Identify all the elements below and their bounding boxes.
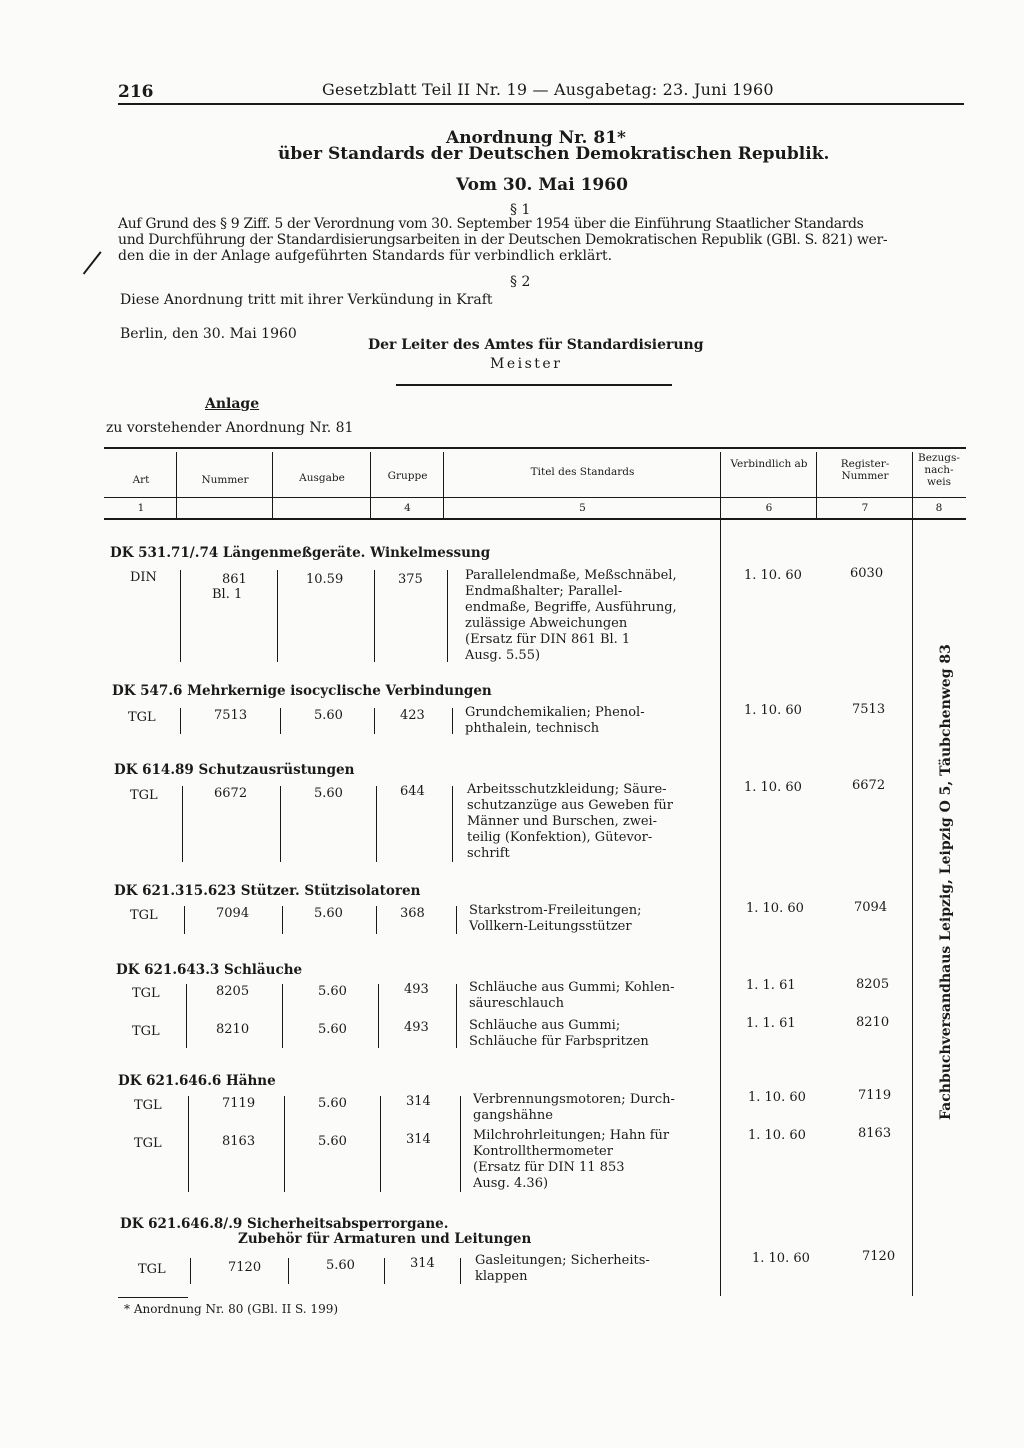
cell-titel-line: Männer und Burschen, zwei-	[467, 814, 658, 829]
cell-register: 8205	[856, 977, 890, 992]
cell-ausgabe: 5.60	[318, 984, 347, 999]
col-header-nummer: Nummer	[201, 474, 249, 486]
cell-nummer-sheet: Bl. 1	[212, 587, 243, 602]
col-number-8: 8	[935, 502, 943, 514]
cell-register: 6030	[850, 566, 884, 581]
row-sep	[186, 984, 187, 1048]
col-header-bezug: Bezugs-nach-weis	[918, 452, 960, 489]
footnote-rule	[118, 1297, 188, 1298]
cell-titel-line: Gasleitungen; Sicherheits-	[475, 1253, 650, 1268]
row-sep	[277, 570, 278, 662]
cell-titel-line: Verbrennungsmotoren; Durch-	[473, 1092, 675, 1107]
cell-ausgabe: 5.60	[314, 708, 343, 723]
dk-heading: DK 547.6 Mehrkernige isocyclische Verbindungen	[112, 683, 492, 699]
section-1-line-3: den die in der Anlage aufgeführten Standards für verbindlich erklärt.	[118, 248, 613, 264]
dk-heading: DK 621.646.6 Hähne	[118, 1073, 276, 1089]
header-sep-6	[816, 452, 817, 518]
cell-verbindlich: 1. 10. 60	[744, 568, 802, 583]
cell-titel-line: Vollkern-Leitungsstützer	[469, 919, 632, 934]
cell-art: TGL	[128, 710, 156, 725]
order-subtitle: über Standards der Deutschen Demokratischen Republik.	[278, 144, 830, 164]
annex-heading: Anlage	[205, 396, 260, 412]
cell-register: 8210	[856, 1015, 890, 1030]
order-title: Anordnung Nr. 81*	[446, 128, 626, 148]
row-sep	[374, 708, 375, 734]
col-number-7: 7	[861, 502, 869, 514]
row-sep	[180, 570, 181, 662]
cell-nummer: 7120	[228, 1260, 262, 1275]
section-1-line-1: Auf Grund des § 9 Ziff. 5 der Verordnung vom 30. September 1954 über die Einführung Staatlicher Standards	[118, 216, 864, 232]
cell-art: TGL	[132, 986, 160, 1001]
cell-gruppe: 493	[404, 1020, 429, 1035]
cell-art: TGL	[134, 1136, 162, 1151]
row-sep	[376, 906, 377, 934]
header-sep-2	[272, 452, 273, 518]
cell-titel-line: schutzanzüge aus Geweben für	[467, 798, 674, 813]
cell-titel-line: klappen	[475, 1269, 528, 1284]
cell-verbindlich: 1. 1. 61	[746, 1016, 796, 1031]
annex-subheading: zu vorstehender Anordnung Nr. 81	[106, 420, 354, 436]
col-number-1: 1	[137, 502, 145, 514]
cell-nummer: 7094	[216, 906, 250, 921]
sidebar-publisher-text: Fachbuchversandhaus Leipzig, Leipzig O 5, Täubchenweg 83	[938, 644, 954, 1120]
col-header-verbindlich: Verbindlich ab	[730, 458, 808, 470]
cell-art: DIN	[130, 570, 157, 585]
row-sep	[374, 570, 375, 662]
table-sub-rule	[104, 497, 966, 498]
row-sep	[380, 1096, 381, 1192]
cell-titel-line: Grundchemikalien; Phenol-	[465, 705, 645, 720]
cell-titel-line: (Ersatz für DIN 861 Bl. 1	[465, 632, 631, 647]
cell-titel-line: Arbeitsschutzkleidung; Säure-	[467, 782, 667, 797]
cell-nummer: 8163	[222, 1134, 256, 1149]
header-sep-5	[720, 452, 721, 518]
cell-nummer: 8205	[216, 984, 250, 999]
dk-heading: DK 621.646.8/.9 Sicherheitsabsperrorgane.	[120, 1216, 449, 1232]
cell-verbindlich: 1. 10. 60	[744, 703, 802, 718]
running-header: Gesetzblatt Teil II Nr. 19 — Ausgabetag: 23. Juni 1960	[322, 80, 774, 99]
cell-gruppe: 314	[410, 1256, 435, 1271]
dk-heading-line-2: Zubehör für Armaturen und Leitungen	[238, 1231, 532, 1247]
cell-ausgabe: 10.59	[306, 572, 344, 587]
cell-register: 7120	[862, 1249, 896, 1264]
page-number: 216	[118, 82, 154, 102]
cell-nummer: 7513	[214, 708, 248, 723]
cell-ausgabe: 5.60	[314, 906, 343, 921]
row-sep	[456, 906, 457, 934]
row-sep	[452, 786, 453, 862]
cell-titel-line: Starkstrom-Freileitungen;	[469, 903, 642, 918]
cell-titel-line: gangshähne	[473, 1108, 553, 1123]
cell-titel-line: (Ersatz für DIN 11 853	[473, 1160, 625, 1175]
row-sep	[460, 1096, 461, 1192]
cell-verbindlich: 1. 1. 61	[746, 978, 796, 993]
signature-rule	[396, 384, 672, 386]
section-1-label: § 1	[510, 202, 531, 218]
cell-titel-line: phthalein, technisch	[465, 721, 600, 736]
cell-gruppe: 493	[404, 982, 429, 997]
row-sep	[280, 708, 281, 734]
cell-nummer: 8210	[216, 1022, 250, 1037]
cell-nummer: 861	[222, 572, 247, 587]
cell-art: TGL	[132, 1024, 160, 1039]
col-header-ausgabe: Ausgabe	[299, 472, 345, 484]
row-sep	[284, 1096, 285, 1192]
cell-ausgabe: 5.60	[318, 1134, 347, 1149]
header-sep-4	[443, 452, 444, 518]
row-sep	[190, 1258, 191, 1284]
cell-register: 7094	[854, 900, 888, 915]
section-2-label: § 2	[510, 274, 531, 290]
row-sep	[282, 984, 283, 1048]
cell-titel-line: teilig (Konfektion), Gütevor-	[467, 830, 653, 845]
col-number-5: 5	[579, 502, 586, 514]
cell-gruppe: 423	[400, 708, 425, 723]
row-sep	[378, 984, 379, 1048]
cell-register: 6672	[852, 778, 886, 793]
row-sep	[384, 1258, 385, 1284]
cell-titel-line: Ausg. 4.36)	[473, 1176, 549, 1191]
cell-register: 7119	[858, 1088, 892, 1103]
cell-titel-line: schrift	[467, 846, 510, 861]
cell-verbindlich: 1. 10. 60	[748, 1128, 806, 1143]
row-sep	[188, 1096, 189, 1192]
col-header-register: Register-Nummer	[840, 458, 890, 483]
row-sep	[180, 708, 181, 734]
order-date: Vom 30. Mai 1960	[456, 175, 628, 195]
dk-heading: DK 621.315.623 Stützer. Stützisolatoren	[114, 883, 421, 899]
cell-titel-line: Endmaßhalter; Parallel-	[465, 584, 623, 599]
cell-titel-line: Kontrollthermometer	[473, 1144, 613, 1159]
cell-verbindlich: 1. 10. 60	[752, 1251, 810, 1266]
signatory-name: Meister	[490, 356, 563, 372]
header-sep-1	[176, 452, 177, 518]
cell-nummer: 7119	[222, 1096, 256, 1111]
row-sep	[288, 1258, 289, 1284]
header-sep-3	[370, 452, 371, 518]
cell-art: TGL	[130, 908, 158, 923]
cell-ausgabe: 5.60	[318, 1096, 347, 1111]
cell-verbindlich: 1. 10. 60	[748, 1090, 806, 1105]
col-number-4: 4	[404, 502, 411, 514]
cell-register: 8163	[858, 1126, 892, 1141]
cell-titel-line: säureschlauch	[469, 996, 564, 1011]
cell-titel-line: Schläuche für Farbspritzen	[469, 1034, 649, 1049]
body-sep-bezug	[912, 518, 913, 1296]
dk-heading: DK 531.71/.74 Längenmeßgeräte. Winkelmessung	[110, 545, 491, 561]
signatory-title: Der Leiter des Amtes für Standardisierung	[368, 337, 704, 353]
cell-verbindlich: 1. 10. 60	[744, 780, 802, 795]
row-sep	[280, 786, 281, 862]
cell-titel-line: Ausg. 5.55)	[465, 648, 541, 663]
col-header-titel: Titel des Standards	[530, 466, 635, 478]
cell-ausgabe: 5.60	[326, 1258, 355, 1273]
cell-art: TGL	[134, 1098, 162, 1113]
footnote: * Anordnung Nr. 80 (GBl. II S. 199)	[124, 1302, 339, 1316]
cell-ausgabe: 5.60	[314, 786, 343, 801]
body-sep-verbindlich	[720, 518, 721, 1296]
cell-verbindlich: 1. 10. 60	[746, 901, 804, 916]
row-sep	[456, 984, 457, 1048]
row-sep	[452, 708, 453, 734]
row-sep	[182, 786, 183, 862]
cell-ausgabe: 5.60	[318, 1022, 347, 1037]
cell-titel-line: Parallelendmaße, Meßschnäbel,	[465, 568, 677, 583]
cell-titel-line: Schläuche aus Gummi;	[469, 1018, 621, 1033]
row-sep	[376, 786, 377, 862]
dk-heading: DK 621.643.3 Schläuche	[116, 962, 303, 978]
row-sep	[460, 1258, 461, 1284]
cell-titel-line: Schläuche aus Gummi; Kohlen-	[469, 980, 675, 995]
cell-nummer: 6672	[214, 786, 248, 801]
table-top-rule	[104, 447, 966, 449]
cell-gruppe: 644	[400, 784, 425, 799]
cell-titel-line: endmaße, Begriffe, Ausführung,	[465, 600, 677, 615]
cell-register: 7513	[852, 702, 886, 717]
col-header-gruppe: Gruppe	[387, 470, 428, 482]
cell-titel-line: Milchrohrleitungen; Hahn für	[473, 1128, 670, 1143]
header-rule	[118, 103, 964, 105]
margin-slash	[83, 251, 101, 274]
place-date: Berlin, den 30. Mai 1960	[120, 326, 297, 342]
cell-titel-line: zulässige Abweichungen	[465, 616, 628, 631]
table-header-bottom-rule	[104, 518, 966, 520]
section-2-text: Diese Anordnung tritt mit ihrer Verkündung in Kraft	[120, 292, 493, 308]
cell-gruppe: 314	[406, 1094, 431, 1109]
cell-art: TGL	[138, 1262, 166, 1277]
row-sep	[282, 906, 283, 934]
row-sep	[447, 570, 448, 662]
cell-gruppe: 314	[406, 1132, 431, 1147]
cell-gruppe: 368	[400, 906, 425, 921]
section-1-line-2: und Durchführung der Standardisierungsarbeiten in der Deutschen Demokratischen Republik (GBl. S. 821) wer-	[118, 232, 888, 248]
cell-art: TGL	[130, 788, 158, 803]
row-sep	[184, 906, 185, 934]
dk-heading: DK 614.89 Schutzausrüstungen	[114, 762, 355, 778]
cell-gruppe: 375	[398, 572, 423, 587]
col-header-art: Art	[132, 474, 150, 486]
col-number-6: 6	[765, 502, 773, 514]
